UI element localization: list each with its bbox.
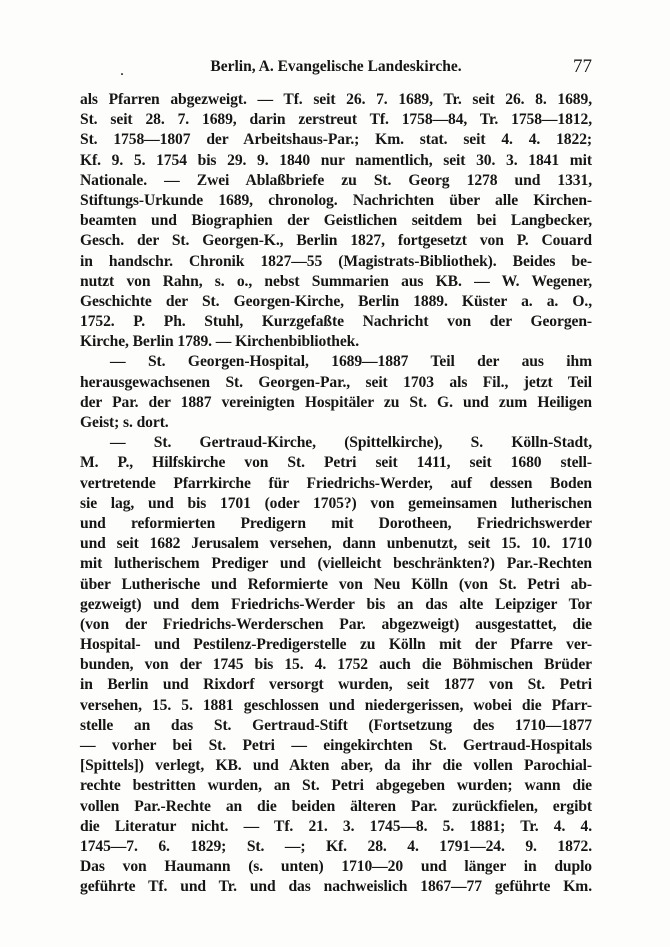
text-line: Stiftungs-Urkunde 1689, chronolog. Nachrichten über alle Kirchen- <box>80 191 592 209</box>
text-line: St. seit 28. 7. 1689, darin zerstreut Tf. 1758—84, Tr. 1758—1812, <box>80 111 592 129</box>
text-line: Geist; s. dort. <box>80 414 169 431</box>
text-line: als Pfarren abgezweigt. — Tf. seit 26. 7. 1689, Tr. seit 26. 8. 1689, <box>80 91 592 108</box>
text-line: 1752. P. Ph. Stuhl, Kurzgefaßte Nachricht von der Georgen- <box>80 313 592 331</box>
text-line: M. P., Hilfskirche von St. Petri seit 1411, seit 1680 stell- <box>80 454 592 472</box>
text-line: versehen, 15. 5. 1881 geschlossen und niedergerissen, wobei die Pfarr- <box>80 696 592 714</box>
text-line: Gesch. der St. Georgen-K., Berlin 1827, fortgesetzt von P. Couard <box>80 232 592 250</box>
text-line: in handschr. Chronik 1827—55 (Magistrats-Bibliothek). Beides be- <box>80 252 592 270</box>
text-line: (von der Friedrichs-Werderschen Par. abgezweigt) ausgestattet, die <box>80 615 592 633</box>
page-body <box>80 90 592 898</box>
page-number: 77 <box>573 56 592 77</box>
text-line: Kf. 9. 5. 1754 bis 29. 9. 1840 nur namentlich, seit 30. 3. 1841 mit <box>80 151 592 169</box>
section-heading-line: — St. Georgen-Hospital, 1689—1887 Teil der aus ihm <box>110 353 592 371</box>
text-line: Geschichte der St. Georgen-Kirche, Berlin 1889. Küster a. a. O., <box>80 292 592 310</box>
text-line: Kirche, Berlin 1789. — Kirchenbibliothek. <box>80 333 360 351</box>
text-line: und reformierten Predigern mit Dorotheen, Friedrichswerder <box>80 514 592 532</box>
text-line: 1745—7. 6. 1829; St. —; Kf. 28. 4. 1791—24. 9. 1872. <box>80 837 592 855</box>
text-line: [Spittels]) verlegt, KB. und Akten aber, da ihr die vollen Parochial- <box>80 757 592 775</box>
text-line: Das von Haumann (s. unten) 1710—20 und länger in duplo <box>80 858 592 876</box>
text-line: beamten und Biographien der Geistlichen seitdem bei Langbecker, <box>80 212 592 230</box>
print-speck: . <box>120 62 124 79</box>
text-line: in Berlin und Rixdorf versorgt wurden, seit 1877 von St. Petri <box>80 676 592 694</box>
text-line: geführte Tf. und Tr. und das nachweislich 1867—77 geführte Km. <box>80 878 592 896</box>
text-line: über Lutherische und Reformierte von Neu Kölln (von St. Petri ab- <box>80 575 592 593</box>
text-line: St. 1758—1807 der Arbeitshaus-Par.; Km. stat. seit 4. 4. 1822; <box>80 131 592 149</box>
text-line: sie lag, und bis 1701 (oder 1705?) von gemeinsamen lutherischen <box>80 494 592 512</box>
text-line: stelle an das St. Gertraud-Stift (Fortsetzung des 1710—1877 <box>80 716 592 734</box>
text-line: gezweigt) und dem Friedrichs-Werder bis an das alte Leipziger Tor <box>80 595 592 613</box>
text-line: die Literatur nicht. — Tf. 21. 3. 1745—8. 5. 1881; Tr. 4. 4. <box>80 817 592 835</box>
text-line: — vorher bei St. Petri — eingekirchten St. Gertraud-Hospitals <box>80 737 592 754</box>
text-line: und seit 1682 Jerusalem versehen, dann unbenutzt, seit 15. 10. 1710 <box>80 535 592 553</box>
text-line: nutzt von Rahn, s. o., nebst Summarien aus KB. — W. Wegener, <box>80 272 592 290</box>
text-line: vertretende Pfarrkirche für Friedrichs-Werder, auf dessen Boden <box>80 474 592 492</box>
text-line: herausgewachsenen St. Georgen-Par., seit 1703 als Fil., jetzt Teil <box>80 373 592 391</box>
text-line: der Par. der 1887 vereinigten Hospitäler zu St. G. und zum Heiligen <box>80 393 592 411</box>
text-line: Hospital- und Pestilenz-Predigerstelle zu Kölln mit der Pfarre ver- <box>80 636 592 654</box>
text-line: mit lutherischem Prediger und (vielleicht beschränkten?) Par.-Rechten <box>80 555 592 573</box>
running-title: Berlin, A. Evangelische Landeskirche. <box>210 58 462 75</box>
text-line: rechte bestritten wurden, an St. Petri abgegeben wurden; wann die <box>80 777 592 795</box>
section-heading-line: — St. Gertraud-Kirche, (Spittelkirche), S. Kölln-Stadt, <box>110 434 592 452</box>
page-header <box>80 56 592 80</box>
text-line: Nationale. — Zwei Ablaßbriefe zu St. Georg 1278 und 1331, <box>80 171 592 189</box>
text-line: vollen Par.-Rechte an die beiden älteren Par. zurückfielen, ergibt <box>80 797 592 815</box>
text-line: bunden, von der 1745 bis 15. 4. 1752 auch die Böhmischen Brüder <box>80 656 592 674</box>
